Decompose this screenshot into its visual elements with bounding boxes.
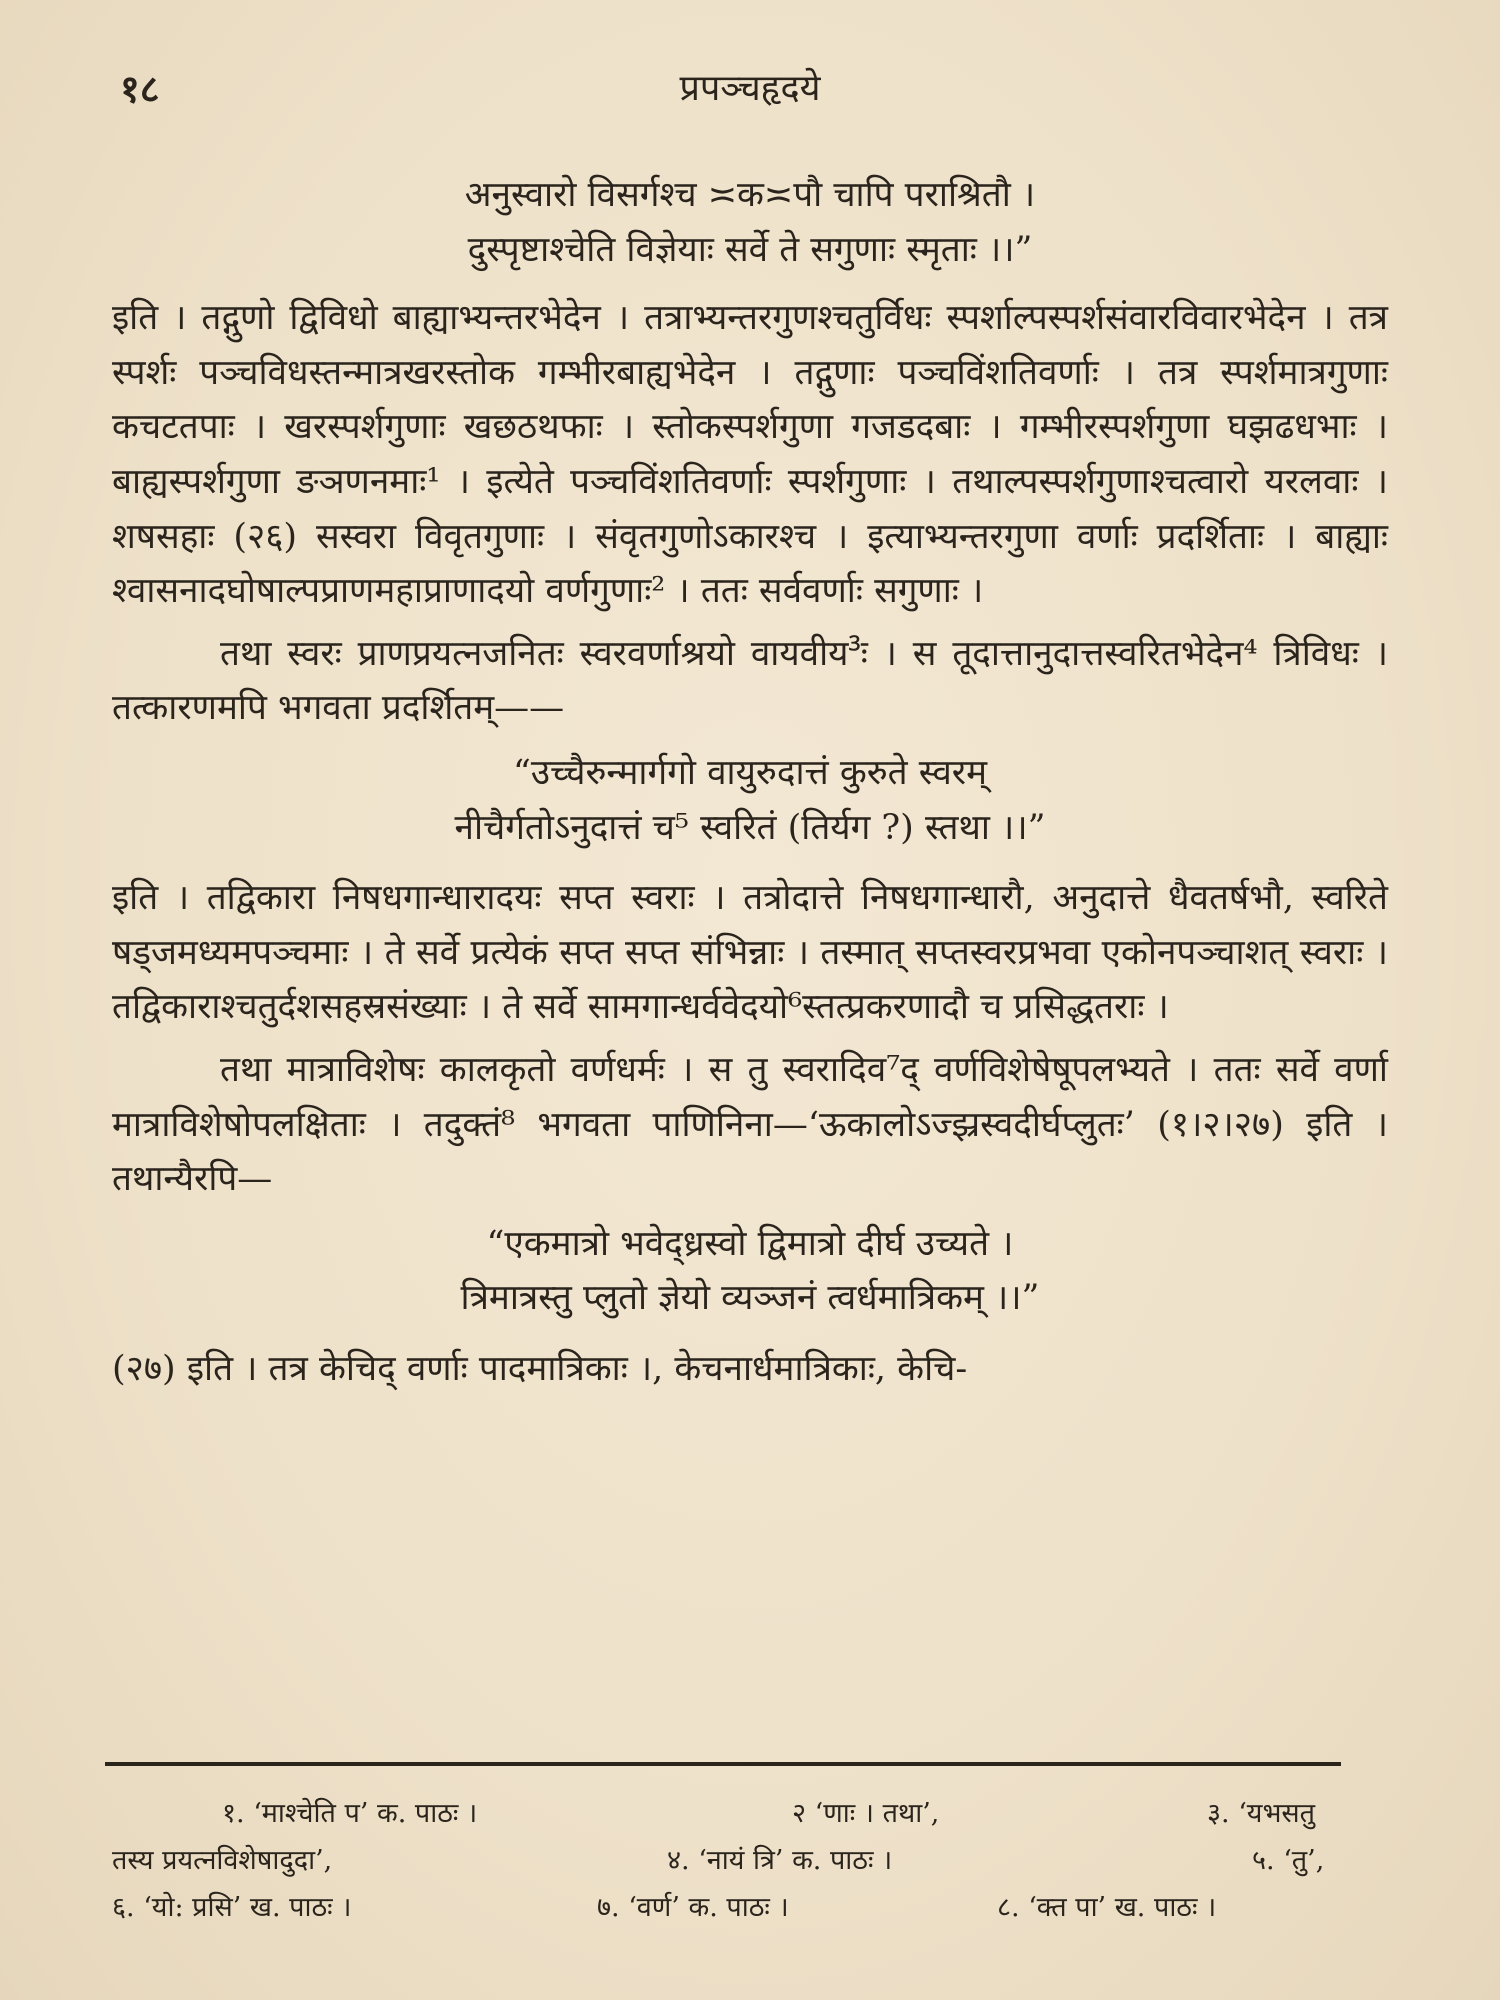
verse-line: नीचैर्गतोऽनुदात्तं च⁵ स्वरितं (तिर्यग ?) स्तथा ।।” (454, 807, 1046, 848)
verse-quote-2 (112, 746, 1388, 855)
footnote-3: ३. ‘यभसतु (1207, 1798, 1316, 1829)
verse-line: “उच्चैरुन्मार्गगो वायुरुदात्तं कुरुते स्वरम् (512, 752, 988, 793)
footnote-row (112, 1837, 1388, 1884)
footnote-7: ७. ‘वर्ण’ क. पाठः । (597, 1892, 789, 1923)
footnote-5: ५. ‘तु’, (1252, 1845, 1325, 1876)
running-title: प्रपञ्चहृदये (679, 68, 821, 109)
verse-quote-1 (112, 168, 1388, 277)
verse-line: अनुस्वारो विसर्गश्च ≍क≍पौ चापि पराश्रितौ । (464, 175, 1036, 215)
main-text (112, 168, 1388, 1404)
page-number: १८ (120, 66, 160, 111)
footnote-row (112, 1884, 1388, 1931)
footnote-6: ६. ‘यो: प्रसि’ ख. पाठः । (112, 1892, 352, 1923)
verse-line: त्रिमात्रस्तु प्लुतो ज्ञेयो व्यञ्जनं त्वर्धमात्रिकम् ।।” (460, 1278, 1040, 1319)
paragraph-gunas: इति । तद्गुणो द्विविधो बाह्याभ्यन्तरभेदेन । तत्राभ्यन्तरगुणश्चतुर्विधः स्पर्शाल्पस्पर्शसंवारविवारभेदेन । तत्र स्पर्शः पञ्चविधस्तन्मात्रखरस्तोक गम्भीरबाह्यभेदेन । तद्गुणाः पञ्चविंशतिवर्णाः । तत्र स्पर्शमात्रगुणाः कचटतपाः । खरस्पर्शगुणाः खछठथफाः । स्तोकस्पर्शगुणा गजडदबाः । गम्भीरस्पर्शगुणा घझढधभाः । बाह्यस्पर्शगुणा ङञणनमाः¹ । इत्येते पञ्चविंशतिवर्णाः स्पर्शगुणाः । तथाल्पस्पर्शगुणाश्चत्वारो यरलवाः । शषसहाः (२६) सस्वरा विवृतगुणाः । संवृतगुणोऽकारश्च । इत्याभ्यन्तरगुणा वर्णाः प्रदर्शिताः । बाह्याः श्वासनादघोषाल्पप्राणमहाप्राणादयो वर्णगुणाः² । ततः सर्ववर्णाः सगुणाः । (112, 298, 1388, 612)
paragraph-matra: तथा मात्राविशेषः कालकृतो वर्णधर्मः । स तु स्वरादिव⁷द् वर्णविशेषेषूपलभ्यते । ततः सर्वे वर्णा मात्राविशेषोपलक्षिताः । तदुक्तं⁸ भगवता पाणिनिना—‘ऊकालोऽज्झ्रस्वदीर्घप्लुतः’ (१।२।२७) इति । तथान्यैरपि— (112, 1049, 1388, 1200)
footnote-3-cont: तस्य प्रयत्नविशेषादुदा’, (112, 1845, 333, 1876)
footnote-divider (105, 1762, 1341, 1766)
paragraph-vikara: इति । तद्विकारा निषधगान्धारादयः सप्त स्वराः । तत्रोदात्ते निषधगान्धारौ, अनुदात्ते धैवतर्षभौ, स्वरिते षड्जमध्यमपञ्चमाः । ते सर्वे प्रत्येकं सप्त सप्त संभिन्नाः । तस्मात् सप्तस्वरप्रभवा एकोनपञ्चाशत् स्वराः । तद्विकाराश्चतुर्दशसहस्रसंख्याः । ते सर्वे सामगान्धर्ववेदयो⁶स्तत्प्रकरणादौ च प्रसिद्धतराः । (112, 878, 1388, 1028)
footnote-4: ४. ‘नायं त्रि’ क. पाठः । (667, 1845, 893, 1876)
footnotes (112, 1790, 1388, 1931)
verse-line: दुस्पृष्टाश्चेति विज्ञेयाः सर्वे ते सगुणाः स्मृताः ।।” (467, 229, 1033, 270)
paragraph-continued: (२७) इति । तत्र केचिद् वर्णाः पादमात्रिकाः ।, केचनार्धमात्रिकाः, केचि- (112, 1348, 968, 1389)
verse-quote-3 (112, 1217, 1388, 1326)
footnote-8: ८. ‘क्त पा’ ख. पाठः । (997, 1892, 1217, 1923)
footnote-1: १. ‘माश्चेति प’ क. पाठः । (222, 1798, 478, 1829)
page-header (112, 62, 1388, 122)
footnote-2: २ ‘णाः । तथा’, (792, 1798, 940, 1829)
verse-line: “एकमात्रो भवेद्ध्रस्वो द्विमात्रो दीर्घ उच्यते । (486, 1223, 1014, 1264)
paragraph-svara: तथा स्वरः प्राणप्रयत्नजनितः स्वरवर्णाश्रयो वायवीय³ः । स तूदात्तानुदात्तस्वरितभेदेन⁴ त्रिविधः । तत्कारणमपि भगवता प्रदर्शितम्—— (112, 633, 1388, 729)
footnote-row (112, 1790, 1388, 1837)
